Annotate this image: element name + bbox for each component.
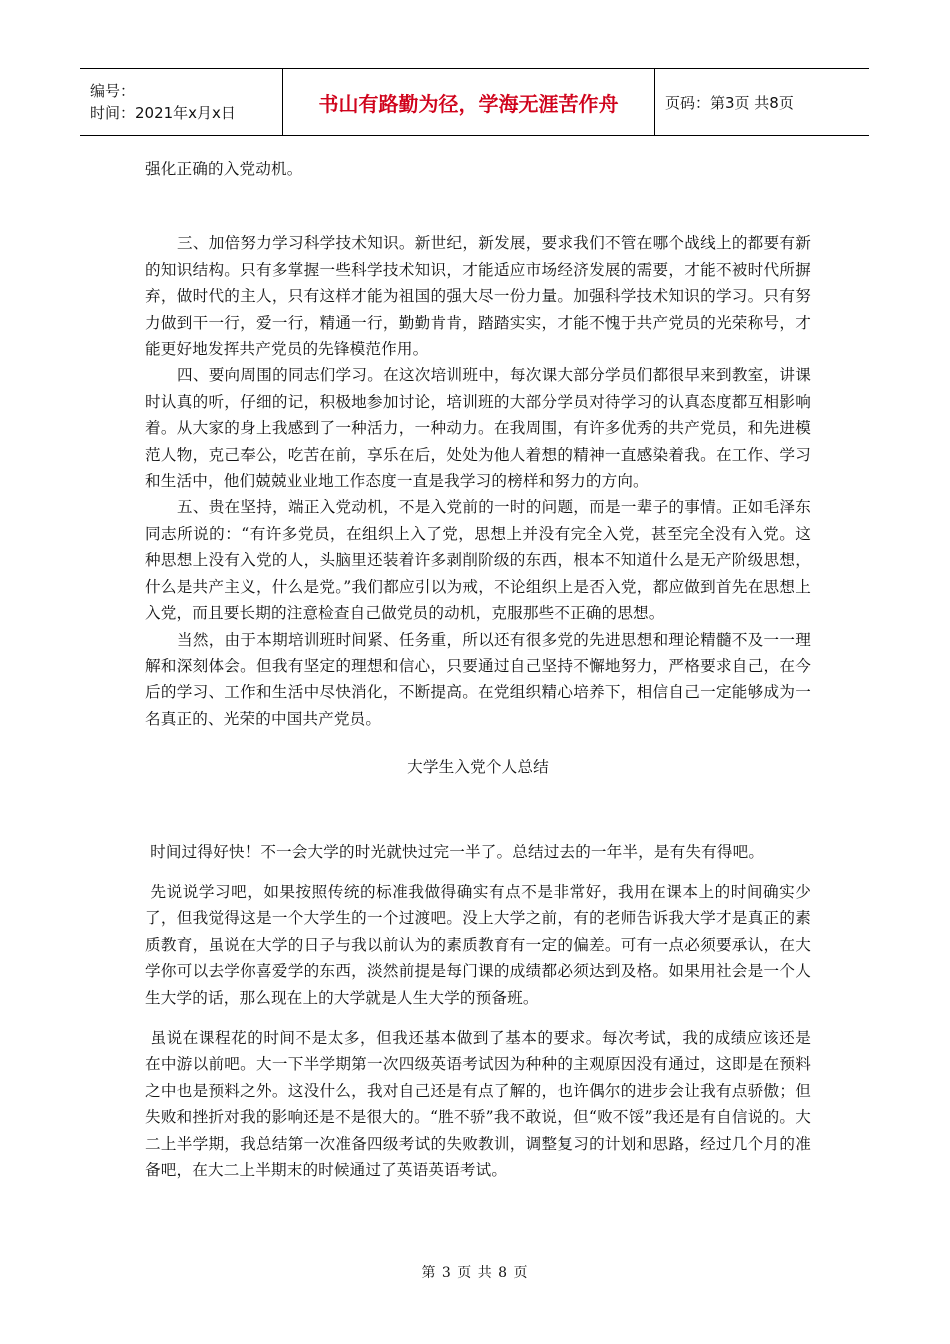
document-body: [145, 156, 811, 1183]
page-footer: 第 3 页 共 8 页: [421, 1265, 529, 1281]
paragraph: 三、加倍努力学习科学技术知识。新世纪，新发展，要求我们不管在哪个战线上的都要有新的知识结构。只有多掌握一些科学技术知识，才能适应市场经济发展的需要，才能不被时代所摒弃，做时代的主人，只有这样才能为祖国的强大尽一份力量。加强科学技术知识的学习。只有努力做到干一行，爱一行，精通一行，勤勤肯肯，踏踏实实，才能不愧于共产党员的光荣称号，才能更好地发挥共产党员的先锋模范作用。: [145, 234, 811, 359]
paragraph: 五、贵在坚持，端正入党动机，不是入党前的一时的问题，而是一辈子的事情。正如毛泽东同志所说的：“有许多党员，在组织上入了党，思想上并没有完全入党，甚至完全没有入党。这种思想上没有入党的人，头脑里还装着许多剥削阶级的东西，根本不知道什么是无产阶级思想，什么是共产主义，什么是党。”我们都应引以为戒，不论组织上是否入党，都应做到首先在思想上入党，而且要长期的注意检查自己做党员的动机，克服那些不正确的思想。: [145, 498, 811, 623]
paragraph: 强化正确的入党动机。: [145, 160, 303, 178]
header-table: [80, 68, 869, 136]
section-title: 大学生入党个人总结: [407, 758, 549, 777]
header-meta-cell: [80, 69, 283, 135]
header-motto: 书山有路勤为径，学海无涯苦作舟: [283, 69, 655, 135]
paragraph: 四、要向周围的同志们学习。在这次培训班中，每次课大部分学员们都很早来到教室，讲课时认真的听，仔细的记，积极地参加讨论，培训班的大部分学员对待学习的认真态度都互相影响着。从大家的身上我感到了一种活力，一种动力。在我周围，有许多优秀的共产党员，和先进模范人物，克己奉公，吃苦在前，享乐在后，处处为他人着想的精神一直感染着我。在工作、学习和生活中，他们兢兢业业地工作态度一直是我学习的榜样和努力的方向。: [145, 366, 811, 491]
header-page-info: 页码：第3页 共8页: [665, 93, 794, 112]
paragraph: 当然，由于本期培训班时间紧、任务重，所以还有很多党的先进思想和理论精髓不及一一理解和深刻体会。但我有坚定的理想和信心，只要通过自己坚持不懈地努力，严格要求自己，在今后的学习、工作和生活中尽快消化，不断提高。在党组织精心培养下，相信自己一定能够成为一名真正的、光荣的中国共产党员。: [145, 630, 811, 728]
document-number-label: 编号：: [90, 82, 136, 100]
paragraph: 虽说在课程花的时间不是太多，但我还基本做到了基本的要求。每次考试，我的成绩应该还是在中游以前吧。大一下半学期第一次四级英语考试因为种种的主观原因没有通过，这即是在预料之中也是预料之外。这没什么，我对自己还是有点了解的，也许偶尔的进步会让我有点骄傲；但失败和挫折对我的影响还是不是很大的。“胜不骄”我不敢说，但“败不馁”我还是有自信说的。大二上半学期，我总结第一次准备四级考试的失败教训，调整复习的计划和思路，经过几个月的准备吧，在大二上半期末的时候通过了英语英语考试。: [145, 1028, 811, 1179]
document-time-label: 时间：2021年x月x日: [90, 104, 236, 122]
paragraph: 时间过得好快！不一会大学的时光就快过完一半了。总结过去的一年半，是有失有得吧。: [145, 842, 765, 861]
paragraph: 先说说学习吧，如果按照传统的标准我做得确实有点不是非常好，我用在课本上的时间确实少了，但我觉得这是一个大学生的一个过渡吧。没上大学之前，有的老师告诉我大学才是真正的素质教育，虽说在大学的日子与我以前认为的素质教育有一定的偏差。可有一点必须要承认，在大学你可以去学你喜爱学的东西，淡然前提是每门课的成绩都必须达到及格。如果用社会是一个人生大学的话，那么现在上的大学就是人生大学的预备班。: [145, 882, 811, 1007]
